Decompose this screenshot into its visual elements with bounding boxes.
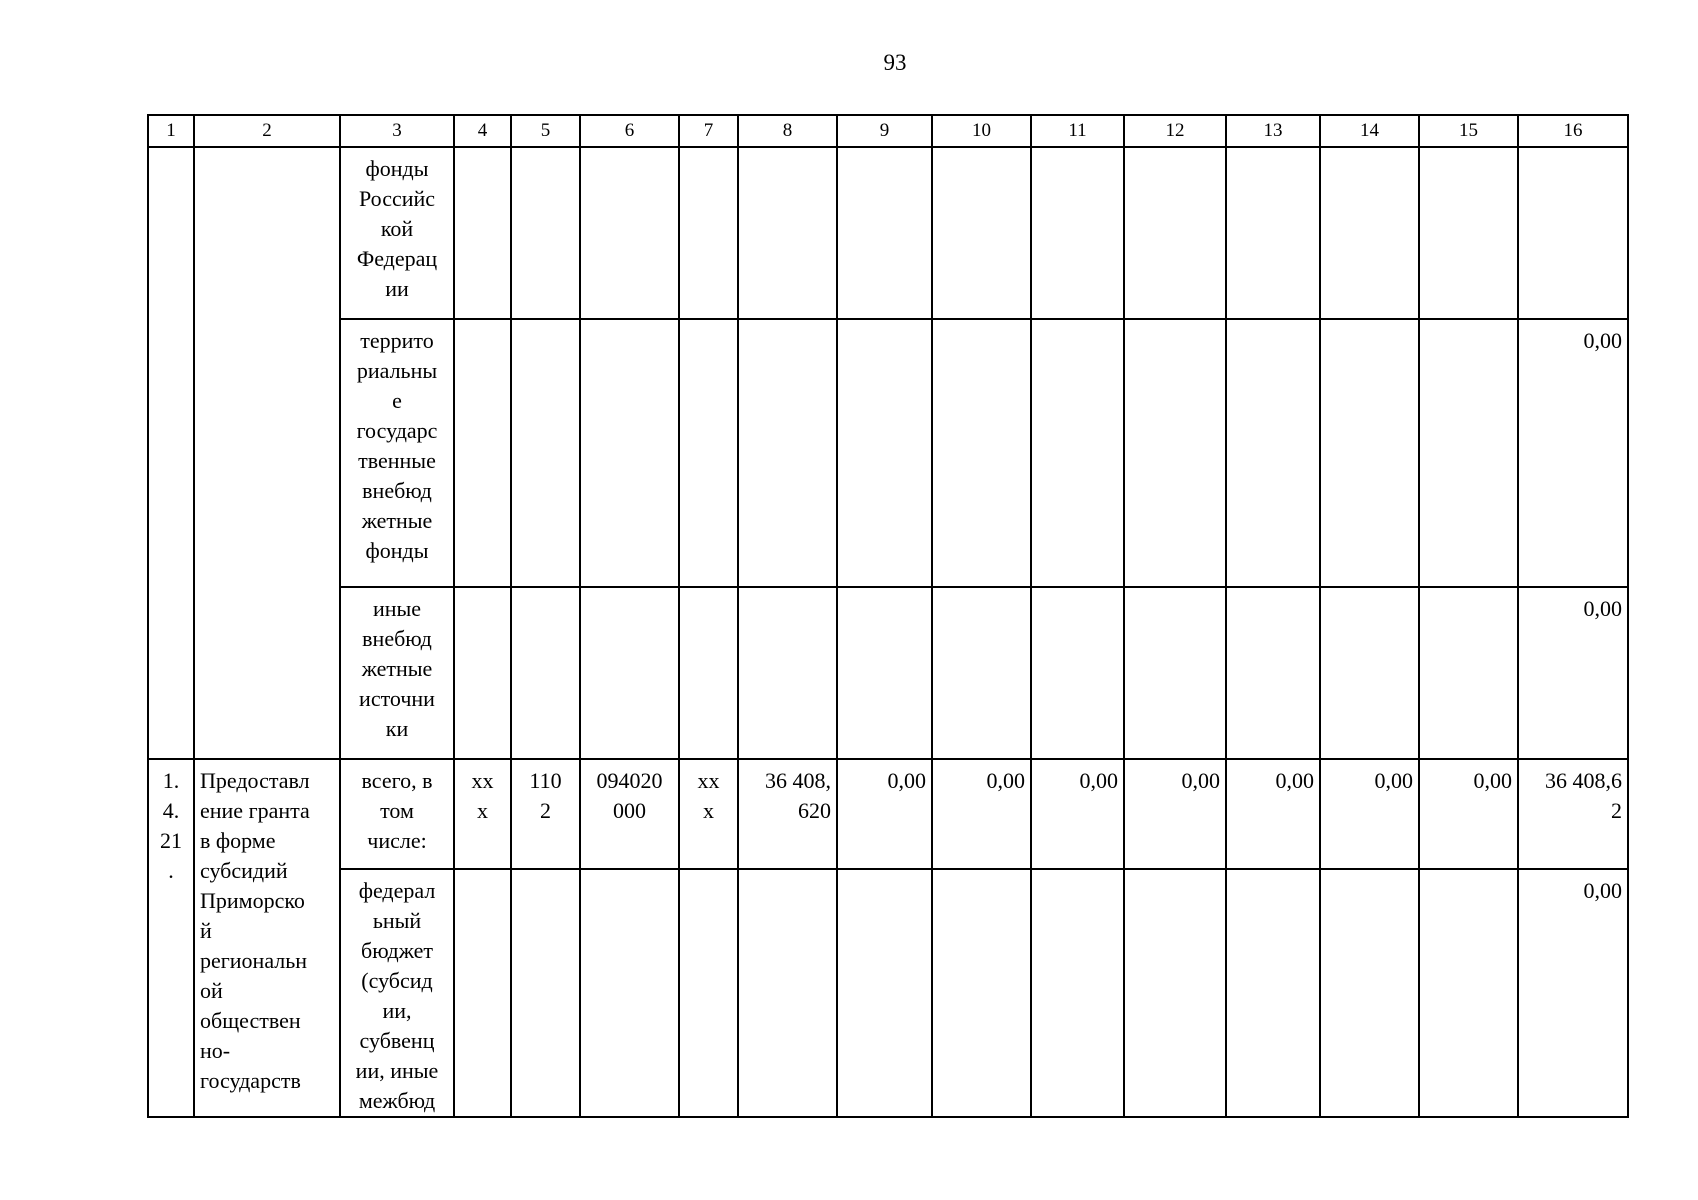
header-col-15: 15: [1419, 115, 1518, 147]
header-col-7: 7: [679, 115, 738, 147]
cell: [837, 319, 932, 587]
funding-source-cell: иные внебюд жетные источни ки: [340, 587, 454, 759]
cell: [1031, 147, 1124, 319]
header-col-14: 14: [1320, 115, 1419, 147]
cell: [1226, 587, 1320, 759]
cell: [511, 869, 580, 1117]
cell: [1226, 147, 1320, 319]
cell: [738, 319, 837, 587]
cell: [837, 587, 932, 759]
header-col-9: 9: [837, 115, 932, 147]
item-name-cell: Предоставл ение гранта в форме субсидий Приморско й региональн ой обществен но- государств: [194, 759, 340, 1117]
cell: 0,00: [1226, 759, 1320, 869]
cell: [679, 869, 738, 1117]
table-row: [148, 147, 1628, 319]
cell: [679, 147, 738, 319]
cell: [932, 869, 1031, 1117]
header-col-16: 16: [1518, 115, 1628, 147]
cell: [1419, 587, 1518, 759]
header-col-4: 4: [454, 115, 511, 147]
cell: [1031, 319, 1124, 587]
cell: [1124, 587, 1226, 759]
cell: [679, 319, 738, 587]
cell: [580, 319, 679, 587]
cell: 094020 000: [580, 759, 679, 869]
item-name-cell: [194, 147, 340, 759]
total-cell: 36 408,6 2: [1518, 759, 1628, 869]
header-col-10: 10: [932, 115, 1031, 147]
cell: [1226, 319, 1320, 587]
cell: 0,00: [1320, 759, 1419, 869]
cell: [454, 869, 511, 1117]
funding-source-cell: федерал ьный бюджет (субсид ии, субвенц ии, иные межбюд: [340, 869, 454, 1117]
cell: [580, 587, 679, 759]
table-row: [148, 869, 1628, 1117]
cell: [1124, 147, 1226, 319]
cell: [837, 147, 932, 319]
cell: [1419, 319, 1518, 587]
funding-source-cell: фонды Российс кой Федерац ии: [340, 147, 454, 319]
cell: [580, 147, 679, 319]
total-cell: 0,00: [1518, 869, 1628, 1117]
cell: [454, 147, 511, 319]
cell: [511, 319, 580, 587]
cell: [932, 319, 1031, 587]
cell: хх х: [454, 759, 511, 869]
funding-source-cell: всего, в том числе:: [340, 759, 454, 869]
total-cell: 0,00: [1518, 587, 1628, 759]
page-number: 93: [883, 50, 907, 75]
cell: [1320, 147, 1419, 319]
cell: [837, 869, 932, 1117]
table-row: [148, 587, 1628, 759]
total-cell: [1518, 147, 1628, 319]
row-number-cell: [148, 147, 194, 759]
cell: хх х: [679, 759, 738, 869]
table-row: [148, 319, 1628, 587]
cell: [932, 587, 1031, 759]
funding-source-cell: террито риальны е государс твенные внебюд жетные фонды: [340, 319, 454, 587]
cell: 0,00: [1031, 759, 1124, 869]
cell: 36 408, 620: [738, 759, 837, 869]
cell: [738, 147, 837, 319]
cell: [454, 587, 511, 759]
cell: [511, 587, 580, 759]
cell: [738, 869, 837, 1117]
cell: [932, 147, 1031, 319]
cell: 0,00: [837, 759, 932, 869]
cell: [679, 587, 738, 759]
cell: [1320, 587, 1419, 759]
header-col-5: 5: [511, 115, 580, 147]
cell: [1320, 869, 1419, 1117]
budget-table: [147, 114, 1629, 1118]
cell: 0,00: [1124, 759, 1226, 869]
cell: [1031, 587, 1124, 759]
cell: [1419, 147, 1518, 319]
header-col-2: 2: [194, 115, 340, 147]
cell: [580, 869, 679, 1117]
header-col-3: 3: [340, 115, 454, 147]
header-col-8: 8: [738, 115, 837, 147]
header-col-12: 12: [1124, 115, 1226, 147]
cell: [511, 147, 580, 319]
cell: 0,00: [932, 759, 1031, 869]
cell: [1124, 319, 1226, 587]
cell: 110 2: [511, 759, 580, 869]
cell: [454, 319, 511, 587]
header-col-6: 6: [580, 115, 679, 147]
cell: [1031, 869, 1124, 1117]
cell: [1124, 869, 1226, 1117]
header-col-1: 1: [148, 115, 194, 147]
header-row: [148, 115, 1628, 147]
table-row: [148, 759, 1628, 869]
cell: [1226, 869, 1320, 1117]
cell: [738, 587, 837, 759]
cell: [1419, 869, 1518, 1117]
header-col-13: 13: [1226, 115, 1320, 147]
row-number-cell: 1. 4. 21 .: [148, 759, 194, 1117]
cell: 0,00: [1419, 759, 1518, 869]
cell: [1320, 319, 1419, 587]
total-cell: 0,00: [1518, 319, 1628, 587]
header-col-11: 11: [1031, 115, 1124, 147]
